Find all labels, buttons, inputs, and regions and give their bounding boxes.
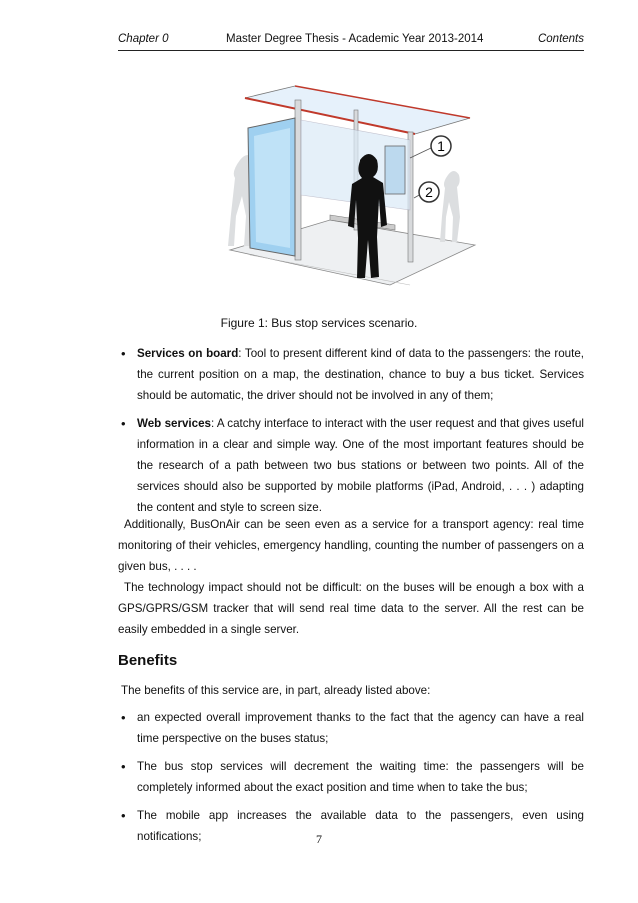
benefits-list (118, 707, 584, 847)
paragraph (118, 680, 584, 701)
services-list (118, 343, 584, 518)
running-header (118, 33, 584, 49)
header-title: Master Degree Thesis - Academic Year 2013-2014 (226, 33, 484, 45)
list-item-term: Services on board (137, 347, 239, 360)
list-item: • an expected overall improvement thanks to the fact that the agency can have a real time perspective on the buses status; (118, 707, 584, 749)
list-item: • The bus stop services will decrement the waiting time: the passengers will be completely informed about the exact position and time when to take the bus; (118, 756, 584, 798)
list-item-term: Web services (137, 417, 211, 430)
paragraph (118, 577, 584, 640)
page-number: 7 (316, 832, 322, 846)
paragraph-text: Additionally, BusOnAir can be seen even as a service for a transport agency: real time monitoring of their vehicles, emergency handling, counting the number of passengers on a given bus, . . . . (118, 518, 584, 573)
header-chapter: Chapter 0 (118, 33, 169, 45)
header-section: Contents (537, 33, 584, 45)
shelter-post (295, 100, 301, 260)
info-display (385, 146, 405, 194)
list-item (118, 413, 584, 518)
header-rule (118, 50, 584, 51)
list-item-text: : Tool to present different kind of data to the passengers: the route, the current position on a map, the destination, chance to buy a bus ticket. Services should be automatic, the driver should not be involved in any of them; (137, 347, 584, 402)
list-item-text: : A catchy interface to interact with the user request and that gives useful information in a clear and simple way. One of the most important features should be the research of a path between two bus stations or between two points. All of the services should also be supported by mobile platforms (iPad, Android, . . . ) adapting the content and style to screen size. (137, 417, 585, 514)
callout-2-label: 2 (425, 184, 433, 200)
list-item: • The mobile app increases the available data to the passengers, even using notifications; (118, 805, 584, 847)
figure-caption: Figure 1: Bus stop services scenario. (220, 316, 418, 330)
paragraph-text: The technology impact should not be difficult: on the buses will be enough a box with a GPS/GPRS/GSM tracker that will send real time data to the server. All the rest can be easily embedded in a single server. (118, 581, 584, 636)
paragraph (118, 514, 584, 577)
list-item (118, 343, 584, 406)
ghost-person-right (440, 171, 460, 242)
callout-1-label: 1 (437, 138, 445, 154)
section-heading: Benefits (118, 652, 178, 669)
bus-stop-illustration (210, 80, 480, 290)
paragraph-text: The benefits of this service are, in part, already listed above: (121, 684, 431, 697)
